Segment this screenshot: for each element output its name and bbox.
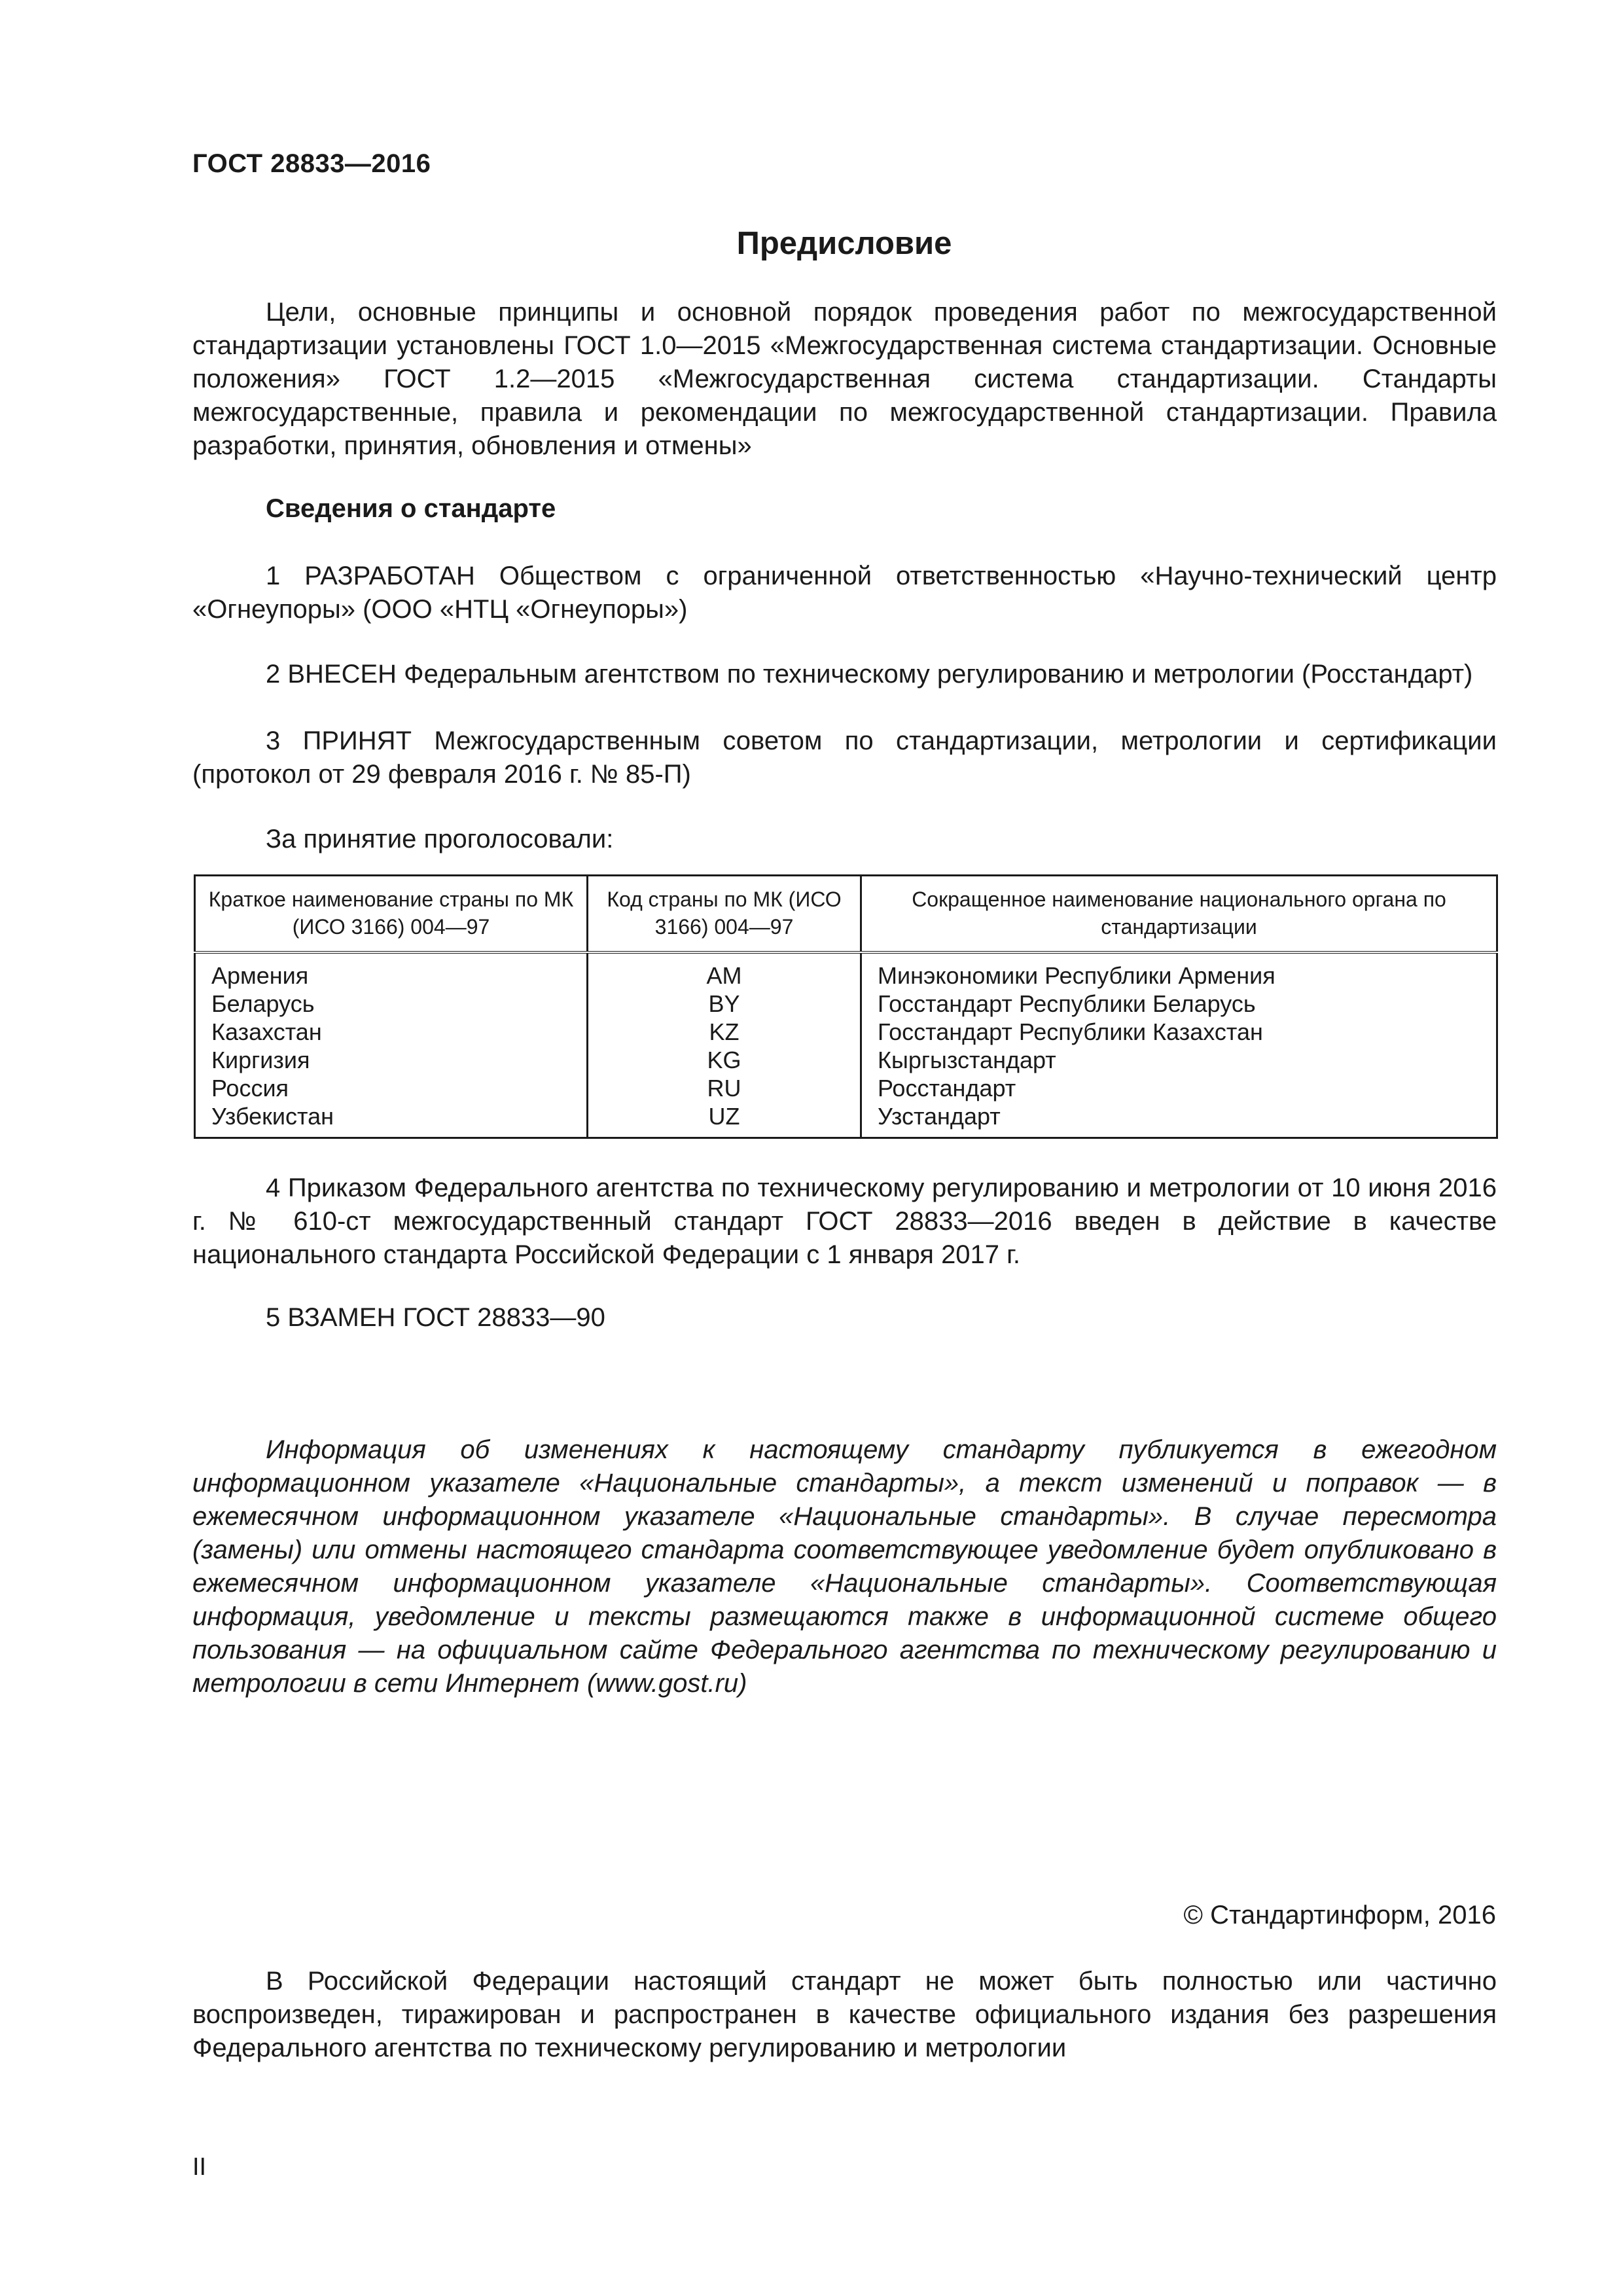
item-2-paragraph: 2 ВНЕСЕН Федеральным агентством по техническому регулированию и метрологии (Росстандарт) [266, 660, 1473, 689]
body-cell: Кыргызстандарт [861, 1046, 1497, 1074]
copyright: © Стандартинформ, 2016 [1183, 1901, 1496, 1929]
country-cell: Узбекистан [195, 1102, 588, 1138]
country-cell: Казахстан [195, 1018, 588, 1046]
section-heading: Сведения о стандарте [266, 494, 556, 523]
table-row [195, 1102, 1497, 1138]
table-row [195, 1046, 1497, 1074]
header-code: Код страны по МК (ИСО 3166) 004—97 [588, 876, 861, 953]
body-cell: Минэкономики Республики Армения [861, 952, 1497, 990]
table-row [195, 1074, 1497, 1102]
item-1-paragraph: 1 РАЗРАБОТАН Обществом с ограниченной ответственностью «Научно-технический центр «Огнеупоры» (ООО «НТЦ «Огнеупоры») [192, 562, 1497, 624]
code-cell: KZ [588, 1018, 861, 1046]
votes-intro: За принятие проголосовали: [266, 825, 614, 853]
changes-notice: Информация об изменениях к настоящему стандарту публикуется в ежегодном информационном указателе «Национальные стандарты», а текст изменений и поправок — в ежемесячном информационном указателе «Национальные стандарты». В случае пересмотра (замены) или отмены настоящего стандарта соответствующее уведомление будет опубликовано в ежемесячном информационном указателе «Национальные стандарты». Соответствующая информация, уведомление и тексты размещаются также в информационной системе общего пользования — на официальном сайте Федерального агентства по техническому регулированию и метрологии в сети Интернет (www.gost.ru) [192, 1435, 1497, 1698]
body-cell: Госстандарт Республики Беларусь [861, 990, 1497, 1018]
country-cell: Армения [195, 952, 588, 990]
code-cell: RU [588, 1074, 861, 1102]
reproduction-restriction: В Российской Федерации настоящий стандарт не может быть полностью или частично воспроизведен, тиражирован и распространен в качестве официального издания без разрешения Федерального агентства по техническому регулированию и метрологии [192, 1967, 1497, 2062]
country-cell: Россия [195, 1074, 588, 1102]
table-header-row [195, 876, 1497, 953]
item-3-paragraph: 3 ПРИНЯТ Межгосударственным советом по стандартизации, метрологии и сертификации (протокол от 29 февраля 2016 г. № 85-П) [192, 726, 1497, 789]
page-number: II [192, 2153, 207, 2181]
item-4-paragraph: 4 Приказом Федерального агентства по техническому регулированию и метрологии от 10 июня 2016 г. № 610-ст межгосударственный стандарт ГОСТ 28833—2016 введен в действие в качестве национального стандарта Российской Федерации с 1 января 2017 г. [192, 1174, 1497, 1269]
page-title: Предисловие [736, 226, 952, 261]
code-cell: UZ [588, 1102, 861, 1138]
header-body: Сокращенное наименование национального органа по стандартизации [861, 876, 1497, 953]
votes-table [194, 874, 1498, 1139]
code-cell: KG [588, 1046, 861, 1074]
header-country: Краткое наименование страны по МК (ИСО 3166) 004—97 [195, 876, 588, 953]
code-cell: BY [588, 990, 861, 1018]
body-cell: Госстандарт Республики Казахстан [861, 1018, 1497, 1046]
body-cell: Росстандарт [861, 1074, 1497, 1102]
body-cell: Узстандарт [861, 1102, 1497, 1138]
table-row [195, 1018, 1497, 1046]
table-row [195, 952, 1497, 990]
country-cell: Киргизия [195, 1046, 588, 1074]
country-cell: Беларусь [195, 990, 588, 1018]
intro-paragraph: Цели, основные принципы и основной порядок проведения работ по межгосударственной стандартизации установлены ГОСТ 1.0—2015 «Межгосударственная система стандартизации. Основные положения» ГОСТ 1.2—2015 «Межгосударственная система стандартизации. Стандарты межгосударственные, правила и рекомендации по межгосударственной стандартизации. Правила разработки, принятия, обновления и отмены» [192, 298, 1497, 460]
item-5-paragraph: 5 ВЗАМЕН ГОСТ 28833—90 [266, 1303, 605, 1332]
code-cell: AM [588, 952, 861, 990]
table-row [195, 990, 1497, 1018]
document-id: ГОСТ 28833—2016 [192, 149, 431, 178]
